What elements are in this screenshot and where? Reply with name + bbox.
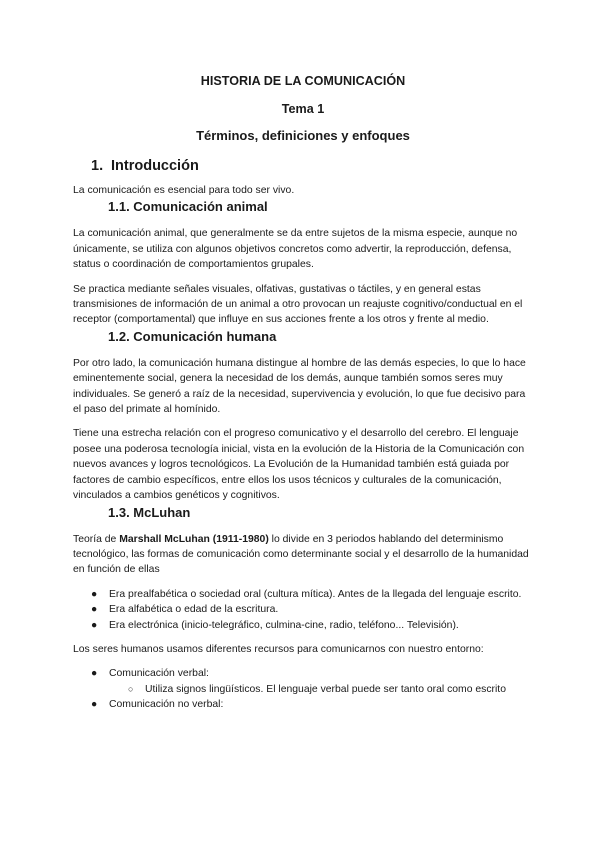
resources-list: [73, 666, 533, 712]
bullet-icon: ●: [91, 604, 98, 616]
intro-paragraph: La comunicación es esencial para todo ser vivo.: [73, 185, 295, 196]
subsection-heading-animal: 1.1. Comunicación animal: [108, 199, 268, 215]
subsection-heading-humana: 1.2. Comunicación humana: [108, 328, 277, 344]
subsection-heading-mcluhan: 1.3. McLuhan: [108, 504, 191, 520]
bullet-icon: ●: [91, 699, 98, 711]
mcluhan-name-bold: Marshall McLuhan (1911-1980): [119, 533, 269, 545]
bullet-icon: ●: [91, 668, 98, 680]
list-item: ● Era alfabética o edad de la escritura.: [73, 602, 533, 617]
list-item: ● Comunicación no verbal:: [73, 697, 533, 712]
document-topic: Términos, definiciones y enfoques: [196, 128, 410, 143]
circle-bullet-icon: ○: [128, 683, 134, 694]
bullet-icon: ●: [91, 588, 98, 600]
animal-paragraph-2: Se practica mediante señales visuales, olfativas, gustativas o táctiles, y en general estas transmisiones de información de un animal a otro provocan un reajuste cognitivo/conductual en el receptor (comportamental) que influye en sus acciones frente a los otros y frente al medio.: [73, 283, 523, 326]
document-title: HISTORIA DE LA COMUNICACIÓN: [200, 74, 406, 88]
humana-paragraph-2: Tiene una estrecha relación con el progreso comunicativo y el desarrollo del cerebro. El lenguaje posee una poderosa tecnología inicial, vista en la evolución de la Historia de la Comunicación con nuevos avances y logros tecnológicos. La Evolución de la Humanidad también está guiada por factores de cambio específicos, entre ellos los usos técnicos y culturales de la comunicación, vinculados a cambios genéticos y cognitivos.: [73, 428, 525, 502]
list-item: ● Era electrónica (inicio-telegráfico, culmina-cine, radio, teléfono... Televisión).: [73, 618, 533, 633]
list-item: ○ Utiliza signos lingüísticos. El lenguaje verbal puede ser tanto oral como escrito: [73, 682, 533, 697]
section-heading-introduccion: 1. Introducción: [91, 158, 199, 174]
document-content: [73, 73, 533, 713]
document-subtitle: Tema 1: [281, 102, 325, 116]
resources-paragraph: Los seres humanos usamos diferentes recursos para comunicarnos con nuestro entorno:: [73, 643, 484, 655]
list-item: ● Era prealfabética o sociedad oral (cultura mítica). Antes de la llegada del lenguaje escrito.: [73, 587, 533, 602]
humana-paragraph-1: Por otro lado, la comunicación humana distingue al hombre de las demás especies, lo que lo hace eminentemente social, genera la necesidad de los demás, aunque también somos seres muy individuales. Se generó a raíz de la necesidad, supervivencia y evolución, lo que fue decisivo para el paso del primate al homínido.: [73, 357, 526, 416]
list-item: ● Comunicación verbal:: [73, 666, 533, 681]
animal-paragraph-1: La comunicación animal, que generalmente se da entre sujetos de la misma especie, aunque no únicamente, se utiliza con algunos objetivos concretos como advertir, la reproducción, defensa, status o coordinación de comportamientos grupales.: [73, 228, 518, 271]
bullet-icon: ●: [91, 619, 98, 631]
mcluhan-intro-paragraph: Teoría de Marshall McLuhan (1911-1980) lo divide en 3 periodos hablando del determinismo tecnológico, las formas de comunicación como determinante social y el desarrollo de la humanidad en función de ellas: [73, 533, 529, 576]
eras-list: [73, 587, 533, 633]
